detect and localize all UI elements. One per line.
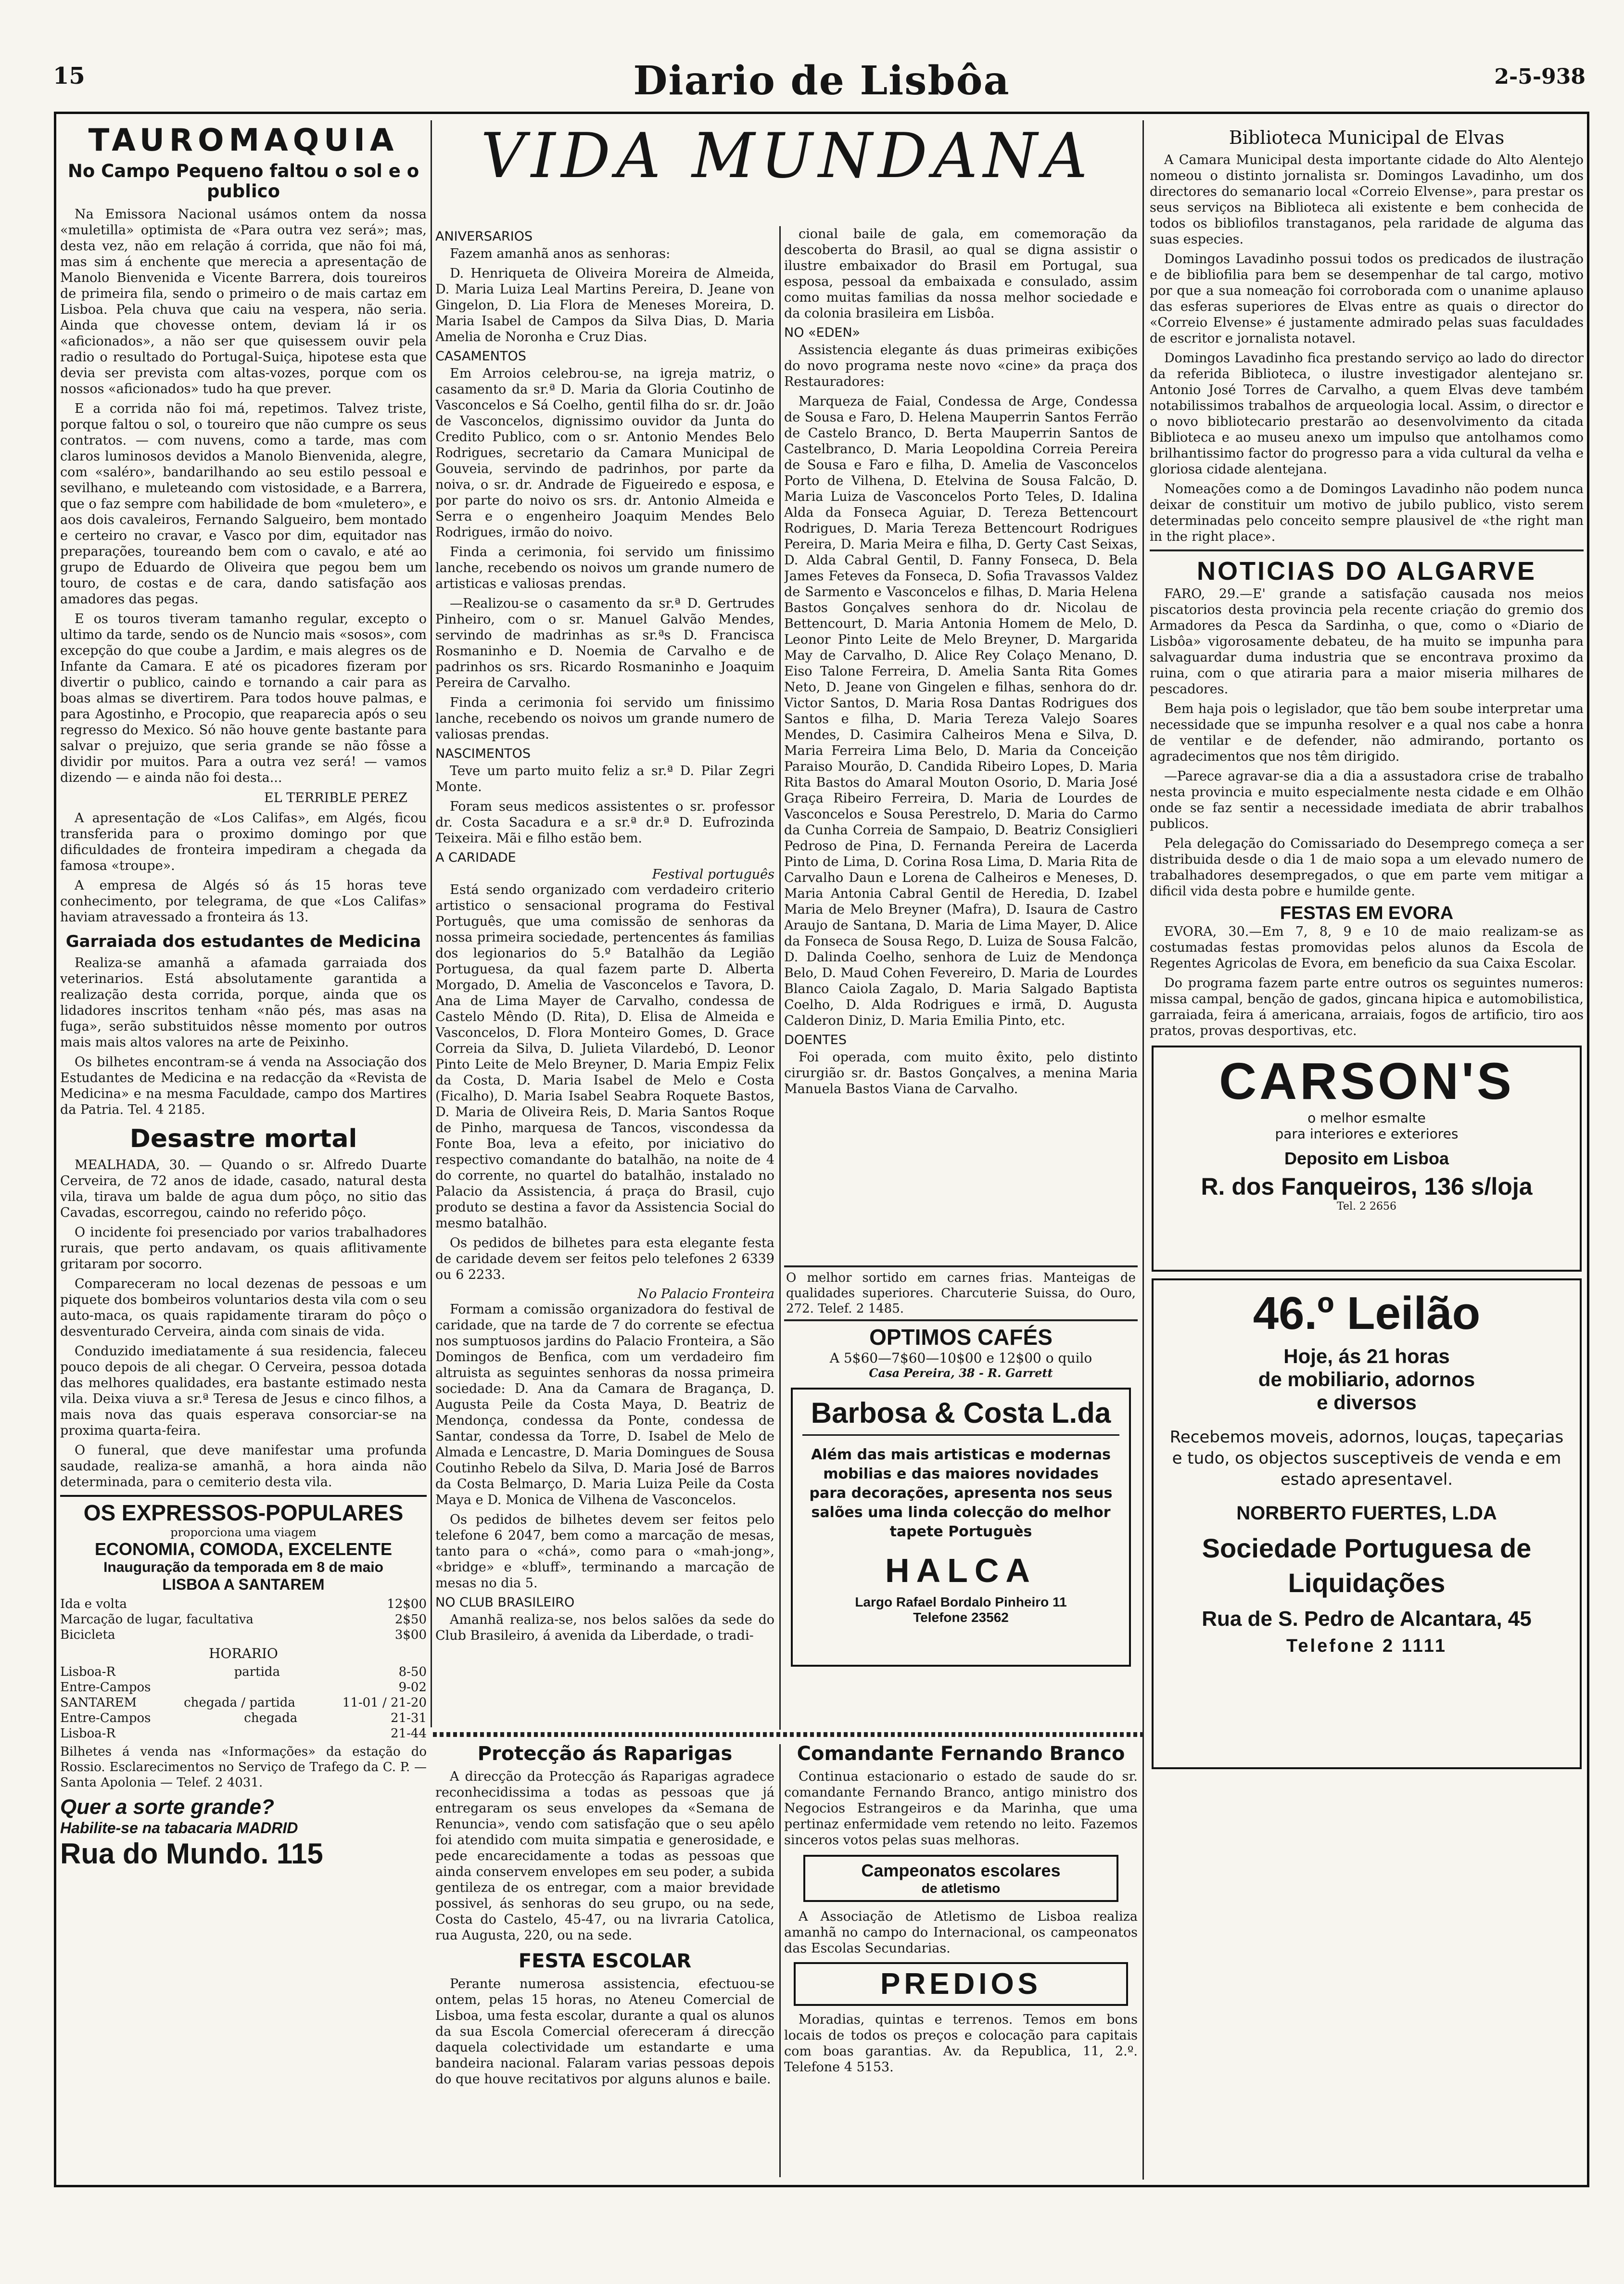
section-heading: NO «EDEN»: [784, 325, 861, 340]
paragraph: E a corrida não foi má, repetimos. Talvez triste, porque faltou o sol, o toureiro que não cumpre os seus contratos. — com nuvens, como a tarde, mas com claros luminosos devidos a Manolo Bienvenida, alegre, com «saléro», bandarilhando ao seu estilo pessoal e sevilhano, e muleteando com vistosidade, e a Barrera, que o faz sempre com habilidade de bom «muletero», e aos dois cavaleiros, Fernando Salgueiro, bem montado e certeiro no cravar, e Vasco por dim, equitador nas preparações, toureando bem com o cavalo, e até ao grupo de Eduardo de Oliveira que pegou bem um touro, de costas e de cara, dando satisfação aos amadores das pegas.: [60, 401, 427, 607]
expressos-footer: Bilhetes á venda nas «Informações» da estação do Rossio. Esclarecimentos no Serviço de Trafego da C. P. — Santa Apolonia — Telef. 2 4031.: [60, 1745, 427, 1790]
carsons-address: R. dos Fanqueiros, 136 s/loja: [1201, 1173, 1533, 1200]
tauromaquia-title: TAUROMAQUIA: [88, 123, 399, 158]
bottom-left: [435, 1741, 774, 2174]
expressos-sub: proporciona uma viagem: [170, 1526, 317, 1539]
paragraph: Domingos Lavadinho possui todos os predicados de ilustração e de bibliofilia para bem se desempenhar de tal cargo, motivo por que a sua nomeação foi corroborada com o unanime aplauso das esferas superiores de Elvas entre as quais o director do «Correio Elvense» é justamente admirado pelas suas faculdades de escritor e jornalista notavel.: [1150, 252, 1584, 346]
expressos-horario: HORARIO: [209, 1646, 278, 1661]
festa-title: FESTA ESCOLAR: [518, 1950, 692, 1972]
time-row: [60, 1680, 427, 1695]
section-heading: ANIVERSARIOS: [435, 229, 533, 244]
subsection-heading: Festival português: [652, 867, 774, 882]
section-heading: CASAMENTOS: [435, 349, 526, 364]
column-divider: [1142, 120, 1144, 2180]
bottom-right: [784, 1741, 1138, 2174]
fernando-title: Comandante Fernando Branco: [797, 1743, 1125, 1765]
campeonatos-sub: de atletismo: [921, 1881, 1001, 1896]
paragraph: Assistencia elegante ás duas primeiras exibições do novo programa neste novo «cine» da praça dos Restauradores:: [784, 343, 1138, 389]
paragraph: —Parece agravar-se dia a dia a assustadora crise de trabalho nesta provincia e muito especialmente nesta cidade e em Olhão onde se faz sentir a necessidade imediata de abrir trabalhos publicos.: [1150, 769, 1584, 831]
paragraph: Os bilhetes encontram-se á venda na Associação dos Estudantes de Medicina e na redacção da «Revista de Medicina» e na mesma Faculdade, campo dos Martires da Patria. Tel. 4 2185.: [60, 1055, 427, 1117]
paragraph: Continua estacionario o estado de saude do sr. comandante Fernando Branco, antigo ministro dos Negocios Estrangeiros e da Marinha, que uma pertinaz enfermidade vem retendo no leito. Fazemos sinceros votos pelas suas melhoras.: [784, 1769, 1138, 1848]
vida-mundana-header: [435, 120, 1139, 231]
time-row: [60, 1695, 427, 1710]
time-cell: Lisboa-R: [60, 1726, 116, 1741]
expressos-times: [60, 1664, 427, 1741]
price-cell: 3$00: [394, 1628, 427, 1642]
paragraph: Bem haja pois o legislador, que tão bem soube interpretar uma necessidade que se impunha resolver e a qual nos cabe a honra de ventilar e de defender, não admirando, portanto os agradecimentos que nos têm dirigido.: [1150, 702, 1584, 764]
paragraph: Perante numerosa assistencia, efectuou-se ontem, pelas 15 horas, no Ateneu Comercial de Lisboa, uma festa escolar, durante a qual os alunos da sua Escola Comercial ofereceram á direcção daquela colectividade um estandarte e uma bandeira nacional. Falaram varias pessoas depois do que houve recitativos por alguns alunos e baile.: [435, 1977, 774, 2087]
paragraph: Finda a cerimonia, foi servido um finissimo lanche, recebendo os noivos um grande numero de artisticas e valiosas prendas.: [435, 545, 774, 591]
cafes-title: OPTIMOS CAFÉS: [869, 1325, 1053, 1350]
paragraph: Finda a cerimonia foi servido um finissimo lanche, recebendo os noivos um grande numero de valiosas prendas.: [435, 695, 774, 742]
dotted-divider: [433, 1732, 1142, 1737]
section-heading: DOENTES: [784, 1033, 847, 1047]
expressos-ad: [60, 1495, 427, 1790]
divider: [784, 1319, 1138, 1321]
time-cell: 21-44: [391, 1726, 427, 1741]
cafes-address: Casa Pereira, 38 - R. Garrett: [869, 1366, 1053, 1380]
section-heading: A CARIDADE: [435, 850, 516, 865]
raparigas-title: Protecção ás Raparigas: [477, 1743, 733, 1765]
paragraph: O funeral, que deve manifestar uma profunda saudade, realiza-se amanhã, a hora ainda não determinada, para o cemiterio desta vila.: [60, 1443, 427, 1490]
carsons-line3: Deposito em Lisboa: [1284, 1148, 1449, 1168]
section-heading: NO CLUB BRASILEIRO: [435, 1595, 575, 1610]
time-cell: 9-02: [398, 1680, 427, 1695]
leilao-company: NORBERTO FUERTES, L.DA: [1236, 1503, 1497, 1524]
evora-title: FESTAS EM EVORA: [1280, 903, 1454, 923]
sorte-line2: Habilite-se na tabacaria MADRID: [60, 1819, 298, 1837]
leilao-address: Rua de S. Pedro de Alcantara, 45: [1202, 1607, 1532, 1631]
paragraph: Moradias, quintas e terrenos. Temos em bons locais de todos os preços e colocação para capitais com boas garantias. Av. da Republica, 11, 2.º. Telefone 4 5153.: [784, 2012, 1138, 2075]
column-4: [1150, 120, 1584, 2182]
price-row: [60, 1612, 427, 1627]
column-divider: [431, 120, 432, 1727]
time-cell: 21-31: [391, 1711, 427, 1725]
price-cell: 12$00: [387, 1597, 427, 1611]
leilao-body: Recebemos moveis, adornos, louças, tapeçarias e tudo, os objectos susceptiveis de venda e em estado apresentavel.: [1169, 1428, 1564, 1489]
paragraph: FARO, 29.—E' grande a satisfação causada nos meios piscatorios desta provincia pela recente criação do gremio dos Armadores da Pesca da Sardinha, o que, como o «Diario de Lisbôa» vigorosamente debateu, de ha muito se impunha para salvaguardar duma industria que se encontrava proximo da ruina, com o que atiraria para a maior miseria milhares de pescadores.: [1150, 587, 1584, 697]
barbosa-brand: HALCA: [885, 1552, 1037, 1589]
biblioteca-title: Biblioteca Municipal de Elvas: [1229, 127, 1505, 148]
carsons-brand: CARSON'S: [1219, 1052, 1514, 1110]
paragraph: —Realizou-se o casamento da sr.ª D. Gertrudes Pinheiro, com o sr. Manuel Galvão Mendes, servindo de madrinhas as sr.ªs D. Francisca Rosmaninho e D. Noemia de Carvalho e de padrinhos os srs. Ricardo Rosmaninho e Joaquim Pereira de Carvalho.: [435, 596, 774, 690]
paragraph: Foi operada, com muito êxito, pelo distinto cirurgião sr. dr. Bastos Gonçalves, a menina Maria Manuela Bastos Viana de Carvalho.: [784, 1050, 1138, 1097]
barbosa-title: Barbosa & Costa L.da: [802, 1396, 1119, 1436]
leilao-title: 46.º Leilão: [1253, 1288, 1481, 1339]
tauromaquia-subtitle: No Campo Pequeno faltou o sol e o publico: [67, 161, 419, 202]
paragraph: Formam a comissão organizadora do festival de caridade, que na tarde de 7 do corrente se efectua nos sumptuosos jardins do Palacio Fronteira, a São Domingos de Benfica, com um verdadeiro fim altruista as seguintes senhoras da nossa primeira sociedade: D. Ana da Camara de Bragança, D. Augusta Peile da Costa Maya, D. Beatriz de Mendonça, condessa da Ponte, condessa de Santar, condessa da Torre, D. Isabel de Melo de Almada e Lencastre, D. Maria Domingues de Sousa Coutinho Rebelo da Silva, D. Maria José de Barros da Costa Belmarço, D. Maria Luiza Peile da Costa Maya e D. Monica de Vilhena de Vasconcelos.: [435, 1302, 774, 1507]
sorte-line1: Quer a sorte grande?: [60, 1795, 275, 1819]
paragraph: Na Emissora Nacional usámos ontem da nossa «muletilla» optimista de «Para outra vez será»; mas, desta vez, não em relação á corrida, que não foi má, mas sim á enchente que merecia a apresentação de Manolo Bienvenida e Vicente Barrera, dois toureiros de primeira fila, sendo o primeiro o de mais cartaz em Lisboa. Pela chuva que caiu na vespera, não seria. Ainda que chovesse ontem, deviam lá ir os «aficionados», a não ser que quisessem ouvir pela radio o resultado do Portugal-Suiça, hipotese esta que devia ser prevista com altas-vozes, porque com os nossos «aficionados» tudo ha que prever.: [60, 207, 427, 396]
expressos-line2: LISBOA A SANTAREM: [162, 1576, 325, 1593]
vida-mundana-left: [435, 226, 774, 1747]
paragraph: A empresa de Algés só ás 15 horas teve conhecimento, por telegrama, de que «Los Califas» haviam atravessado a fronteira ás 13.: [60, 878, 427, 925]
price-cell: Bicicleta: [60, 1628, 115, 1642]
paragraph: A apresentação de «Los Califas», em Algés, ficou transferida para o proximo domingo por que dificuldades de fronteira impediram a chegada da famosa «troupe».: [60, 811, 427, 873]
leilao-phone: Telefone 2 1111: [1286, 1636, 1447, 1656]
column-1: [60, 118, 427, 2182]
time-cell: Entre-Campos: [60, 1680, 151, 1695]
center-ads: [784, 1265, 1138, 1742]
column-divider: [779, 1744, 781, 2177]
algarve-title: NOTICIAS DO ALGARVE: [1196, 557, 1537, 586]
time-cell: 8-50: [398, 1665, 427, 1679]
price-cell: Ida e volta: [60, 1597, 127, 1611]
paragraph: Realiza-se amanhã a afamada garraiada dos veterinarios. Está absolutamente garantida a realização desta corrida, porque, ainda que os lidadores inscritos tenham «não pés, mas asas na fuga», serão substituidos nêsse momento por outros mais mais altos valores na arte de Peixinho.: [60, 956, 427, 1050]
expressos-slogan: ECONOMIA, COMODA, EXCELENTE: [94, 1539, 393, 1559]
price-row: [60, 1596, 427, 1612]
paragraph: Marqueza de Faial, Condessa de Arge, Condessa de Sousa e Faro, D. Helena Mauperrin Santos Ferrão de Castelo Branco, D. Berta Mauperrin Santos de Castelbranco, D. Maria Leopoldina Correia Pereira de Sousa e Faro e filha, D. Amelia de Vasconcelos Porto de Vilhena, D. Etelvina de Sousa Falcão, D. Maria Luiza de Vasconcelos Porto Teles, D. Idalina Alda da Fonseca Aguiar, D. Tereza Bettencourt Rodrigues, D. Maria Tereza Bettencourt Rodrigues Pereira, D. Maria Meira e filha, D. Gerty Cast Seixas, D. Alda Cabral Gentil, D. Fanny Fonseca, D. Bela James Feteves da Fonseca, D. Sofia Travassos Valdez de Sarmento e Vasconcelos e filhas, D. Maria Helena Bastos Gonçalves senhora do dr. Nicolau de Bettencourt, D. Maria Antonia Homem de Melo, D. Leonor Pinto Leite de Melo Breyner, D. Margarida May de Carvalho, D. Alice Rey Colaço Menano, D. Eiso Talone Ferreira, D. Amelia Santa Rita Gomes Neto, D. Jeane von Gingelen e filhas, senhora do dr. Victor Santos, D. Maria Rosa Dantas Rodrigues dos Santos e filha, D. Maria Tereza Valejo Soares Mendes, D. Casimira Calheiros Mena e Silva, D. Maria Ferreira Lima Belo, D. Maria da Conceição Paraiso Mourão, D. Candida Ribeiro Lopes, D. Maria Rita Bastos do Amaral Mouton Osorio, D. Maria José Graça Ribeiro Ferreira, D. Maria de Lourdes de Vasconcelos e Sousa Perestrelo, D. Maria do Carmo da Cunha Correia de Sampaio, D. Beatriz Consiglieri Pedroso de Pina, D. Fernanda Pereira de Lacerda Pinto de Lima, D. Corina Rosa Lima, D. Maria Rita de Carvalho Daun e Lorena de Calheiros e Meneses, D. Maria Antonia Cabral Gentil de Heredia, D. Izabel Maria de Melo Breyner (Mafra), D. Isaura de Castro Araujo de Santana, D. Maria de Lima Mayer, D. Alice da Fonseca de Sousa Rego, D. Luiza de Sousa Falcão, D. Dalinda Coelho, senhora de Luiz de Mendonça Belo, D. Maud Cohen Fevereiro, D. Maria de Lourdes Blanco Caiola Zagalo, D. Maria Salgado Baptista Coelho, D. Alda Rodrigues e irmã, D. Augusta Calderon Diniz, D. Maria Emilia Pinto, etc.: [784, 394, 1138, 1028]
price-row: [60, 1627, 427, 1643]
time-row: [60, 1710, 427, 1726]
leilao-ad: [1152, 1278, 1582, 1769]
paragraph: Compareceram no local dezenas de pessoas e um piquete dos bombeiros voluntarios desta vila com o seu auto-maca, os quais rapidamente tiraram do pôço o desventurado Cerveira, ainda com sinais de vida.: [60, 1276, 427, 1339]
paragraph: Amanhã realiza-se, nos belos salões da sede do Club Brasileiro, á avenida da Liberdade, o tradi-: [435, 1612, 774, 1643]
issue-date: 2-5-938: [1494, 64, 1586, 89]
paragraph: D. Henriqueta de Oliveira Moreira de Almeida, D. Maria Luiza Leal Martins Pereira, D. Jeane von Gingelon, D. Lia Flora de Meneses Moreira, D. Maria Isabel de Campos da Silva Dias, D. Maria Amelia de Noronha e Cruz Dias.: [435, 266, 774, 345]
vida-mundana-title: VIDA MUNDANA: [481, 120, 1093, 192]
sortido-ad: O melhor sortido em carnes frias. Manteigas de qualidades superiores. Charcuterie Suissa, do Ouro, 272. Telef. 2 1485.: [786, 1271, 1136, 1316]
paragraph: O incidente foi presenciado por varios trabalhadores rurais, que perto andavam, os quais aflitivamente gritaram por socorro.: [60, 1225, 427, 1272]
predios-box: [794, 1962, 1128, 2006]
time-row: [60, 1664, 427, 1680]
paragraph: cional baile de gala, em comemoração da descoberta do Brasil, ao qual se digna assistir o ilustre embaixador do Brasil em Portugal, sua esposa, pessoal da embaixada e consulado, assim como muitas familias da nossa melhor sociedade e da colonia brasileira em Lisbôa.: [784, 227, 1138, 321]
paragraph: Conduzido imediatamente á sua residencia, faleceu pouco depois de ali chegar. O Cerveira, pessoa dotada das melhores qualidades, era bastante estimado nesta vila. Deixa viuva a sr.ª Teresa de Jesus e cinco filhos, a mais nova das quais esperava consorciar-se na proxima quarta-feira.: [60, 1344, 427, 1438]
paragraph: Do programa fazem parte entre outros os seguintes numeros: missa campal, benção de gados, gincana hipica e automobilistica, garraiada, feira á americana, arraiais, fogos de artificio, tiro aos pratos, provas desportivas, etc.: [1150, 976, 1584, 1038]
sorte-line3: Rua do Mundo. 115: [60, 1837, 323, 1870]
paragraph: Os pedidos de bilhetes para esta elegante festa de caridade devem ser feitos pelo telefones 2 6339 ou 6 2233.: [435, 1236, 774, 1282]
barbosa-ad: [791, 1388, 1131, 1667]
paragraph: A Camara Municipal desta importante cidade do Alto Alentejo nomeou o distinto jornalista sr. Domingos Lavadinho, um dos directores do semanario local «Correio Elvense», para prestar os seus serviços na Biblioteca ali existente e bem conhecida de todos os bibliofilos transtaganos, pela raridade de alguma das suas especies.: [1150, 153, 1584, 247]
garraiada-title: Garraiada dos estudantes de Medicina: [65, 932, 421, 951]
divider: [1150, 549, 1584, 551]
paragraph: Teve um parto muito feliz a sr.ª D. Pilar Zegri Monte.: [435, 764, 774, 794]
paragraph: Foram seus medicos assistentes o sr. professor dr. Costa Sacadura e a sr.ª dr.ª D. Eufrozinda Teixeira. Mãi e filho estão bem.: [435, 799, 774, 846]
vida-mundana-right: [784, 226, 1138, 1261]
paragraph: Nomeações como a de Domingos Lavadinho não podem nunca deixar de constituir um motivo de jubilo publico, visto serem determinadas pelo conceito sempre plausivel de «the right man in the right place».: [1150, 482, 1584, 544]
paragraph: Domingos Lavadinho fica prestando serviço ao lado do director da referida Biblioteca, o ilustre investigador alentejano sr. Antonio José Torres de Carvalho, a quem Elvas deve também notabilissimos trabalhos de arqueologia local. Assim, o director e o novo bibliotecario prestarão ao desenvolvimento da citada Biblioteca e ao museu anexo um impulso que antolhamos como brilhantissimo factor do progresso para a vida cultural da velha e gloriosa cidade alentejana.: [1150, 351, 1584, 477]
paragraph: E os touros tiveram tamanho regular, excepto o ultimo da tarde, sendo os de Nuncio mais «sosos», com excepção do que coube a Jardim, e mais alegres os de Infante da Camara. E até os picadores fizeram por divertir o publico, caindo e tornando a cair para as boas almas se divertirem. Para todos houve palmas, e para Agostinho, e Procopio, que reaparecia após o seu regresso do Mexico. Só não houve gente bastante para salvar o prejuizo, que seria grande se não fôsse a dividir por muitos. Para a outra vez será! — vamos dizendo — e ainda não foi desta...: [60, 612, 427, 785]
time-row: [60, 1726, 427, 1741]
section-heading: NASCIMENTOS: [435, 746, 531, 761]
leilao-line2: de mobiliario, adornos: [1258, 1368, 1475, 1391]
carsons-ad: [1152, 1046, 1582, 1272]
carsons-line1: o melhor esmalte: [1307, 1110, 1426, 1126]
leilao-line1: Hoje, ás 21 horas: [1283, 1345, 1450, 1367]
divider: [784, 1265, 1138, 1267]
barbosa-address: Largo Rafael Bordalo Pinheiro 11: [855, 1595, 1067, 1609]
carsons-phone: Tel. 2 2656: [1337, 1200, 1396, 1212]
expressos-prices: [60, 1596, 427, 1643]
cafes-prices: A 5$60—7$60—10$00 e 12$00 o quilo: [829, 1350, 1092, 1366]
time-cell: Entre-Campos: [60, 1711, 151, 1725]
subsection-heading: No Palacio Fronteira: [637, 1287, 774, 1301]
predios-title: PREDIOS: [880, 1967, 1042, 2001]
paragraph: MEALHADA, 30. — Quando o sr. Alfredo Duarte Cerveira, de 72 anos de idade, casado, natural desta vila, tirava um balde de agua dum pôço, no sitio das Cavadas, escorregou, caindo no referido pôço.: [60, 1158, 427, 1220]
leilao-society: Sociedade Portuguesa de Liquidações: [1202, 1533, 1532, 1598]
barbosa-body: Além das mais artisticas e modernas mobilias e das maiores novidades para decorações, apresenta nos seus salões uma linda colecção do melhor tapete Portuguès: [809, 1446, 1113, 1540]
campeonatos-box: [803, 1855, 1118, 1902]
carsons-line2: para interiores e exteriores: [1275, 1126, 1459, 1142]
paragraph: Os pedidos de bilhetes devem ser feitos pelo telefone 6 2047, bem como a marcação de mesas, tanto para o «chá», como para o «mah-jong», «bridge» e «bluff», terminando a marcação de mesas no dia 5.: [435, 1512, 774, 1591]
paragraph: Em Arroios celebrou-se, na igreja matriz, o casamento da sr.ª D. Maria da Gloria Coutinho de Vasconcelos e Sá Coelho, gentil filha do sr. dr. João de Vasconcelos, dignissimo ouvidor da Junta do Credito Publico, com o sr. Antonio Mendes Belo Rodrigues, secretario da Camara Municipal de Gouveia, servindo de padrinhos, por parte da noiva, o sr. dr. Andrade de Figueiredo e esposa, e por parte do noivo os srs. dr. Antonio Almeida e Serra e o engenheiro Joaquim Mendes Belo Rodrigues, irmão do noivo.: [435, 366, 774, 540]
paragraph: Fazem amanhã anos as senhoras:: [450, 246, 671, 261]
column-divider: [779, 226, 781, 1730]
barbosa-phone: Telefone 23562: [913, 1610, 1009, 1625]
time-cell: chegada / partida: [184, 1696, 295, 1710]
page-number: 15: [53, 63, 85, 89]
page-header: [53, 58, 1590, 106]
time-cell: 11-01 / 21-20: [342, 1696, 427, 1710]
sorte-ad: [60, 1795, 427, 1870]
masthead: Diario de Lisbôa: [633, 58, 1010, 104]
desastre-title: Desastre mortal: [129, 1124, 357, 1153]
leilao-line3: e diversos: [1317, 1391, 1417, 1414]
paragraph: A Associação de Atletismo de Lisboa realiza amanhã no campo do Internacional, os campeonatos das Escolas Secundarias.: [784, 1909, 1138, 1956]
time-cell: partida: [234, 1665, 280, 1679]
paragraph: Pela delegação do Comissariado do Desemprego começa a ser distribuida desde o dia 1 de maio sopa a um elevado numero de trabalhadores desempregados, o que em parte vem mitigar a dificil vida desta pobre e humilde gente.: [1150, 836, 1584, 899]
paragraph: Está sendo organizado com verdadeiro criterio artistico o sensacional programa do Festival Português, que uma comissão de senhoras da nossa primeira sociedade, pertencentes ás familias dos legionarios do 5.º Batalhão da Legião Portuguesa, da qual fazem parte D. Alberta Morgado, D. Amelia de Vasconcelos e Tavora, D. Ana de Lima Mayer de Carvalho, condessa de Castelo Mêndo (D. Rita), D. Elisa de Almeida e Vasconcelos, D. Flora Monteiro Gomes, D. Grace Correia da Silva, D. Julieta Vilardebó, D. Leonor Pinto Leite de Melo Breyner, D. Maria Empiz Felix da Costa, D. Maria Isabel de Melo e Costa (Ficalho), D. Maria Isabel Seabra Roquete Bastos, D. Maria de Oliveira Reis, D. Maria Santos Roque de Pinho, marquesa de Tancos, viscondessa da Fonte Boa, leva a efeito, por iniciativo do respectivo comandante do batalhão, na noite de 4 do corrente, no quartel do batalhão, instalado no Palacio da Assistencia, á praça do Brasil, cujo produto se destina a favor da Assistencia Social do mesmo batalhão.: [435, 882, 774, 1231]
price-cell: Marcação de lugar, facultativa: [60, 1612, 254, 1627]
paragraph: EVORA, 30.—Em 7, 8, 9 e 10 de maio realizam-se as costumadas festas promovidas pelos alunos da Escola de Regentes Agricolas de Evora, em beneficio da sua Caixa Escolar.: [1150, 924, 1584, 971]
expressos-title: OS EXPRESSOS-POPULARES: [83, 1500, 404, 1525]
time-cell: SANTAREM: [60, 1696, 137, 1710]
campeonatos-title: Campeonatos escolares: [861, 1861, 1061, 1880]
signature: EL TERRIBLE PEREZ: [264, 791, 407, 805]
paragraph: A direcção da Protecção ás Raparigas agradece reconhecidissima a todas as pessoas que já entregaram os seus envelopes da «Semana de Renuncia», vendo com satisfação que o seu apêlo foi atendido com muita simpatia e generosidade, e pede encarecidamente a todas as pessoas que ainda conservem envelopes em seu poder, a subida gentileza de os entregar, com a maior brevidade possivel, ás senhoras do seu grupo, ou na sede, Costa do Castelo, 45-47, ou na livraria Catolica, rua Augusta, 220, ou na sede.: [435, 1769, 774, 1943]
time-cell: chegada: [244, 1711, 298, 1725]
expressos-line1: Inauguração da temporada em 8 de maio: [103, 1559, 383, 1575]
time-cell: Lisboa-R: [60, 1665, 116, 1679]
price-cell: 2$50: [394, 1612, 427, 1627]
